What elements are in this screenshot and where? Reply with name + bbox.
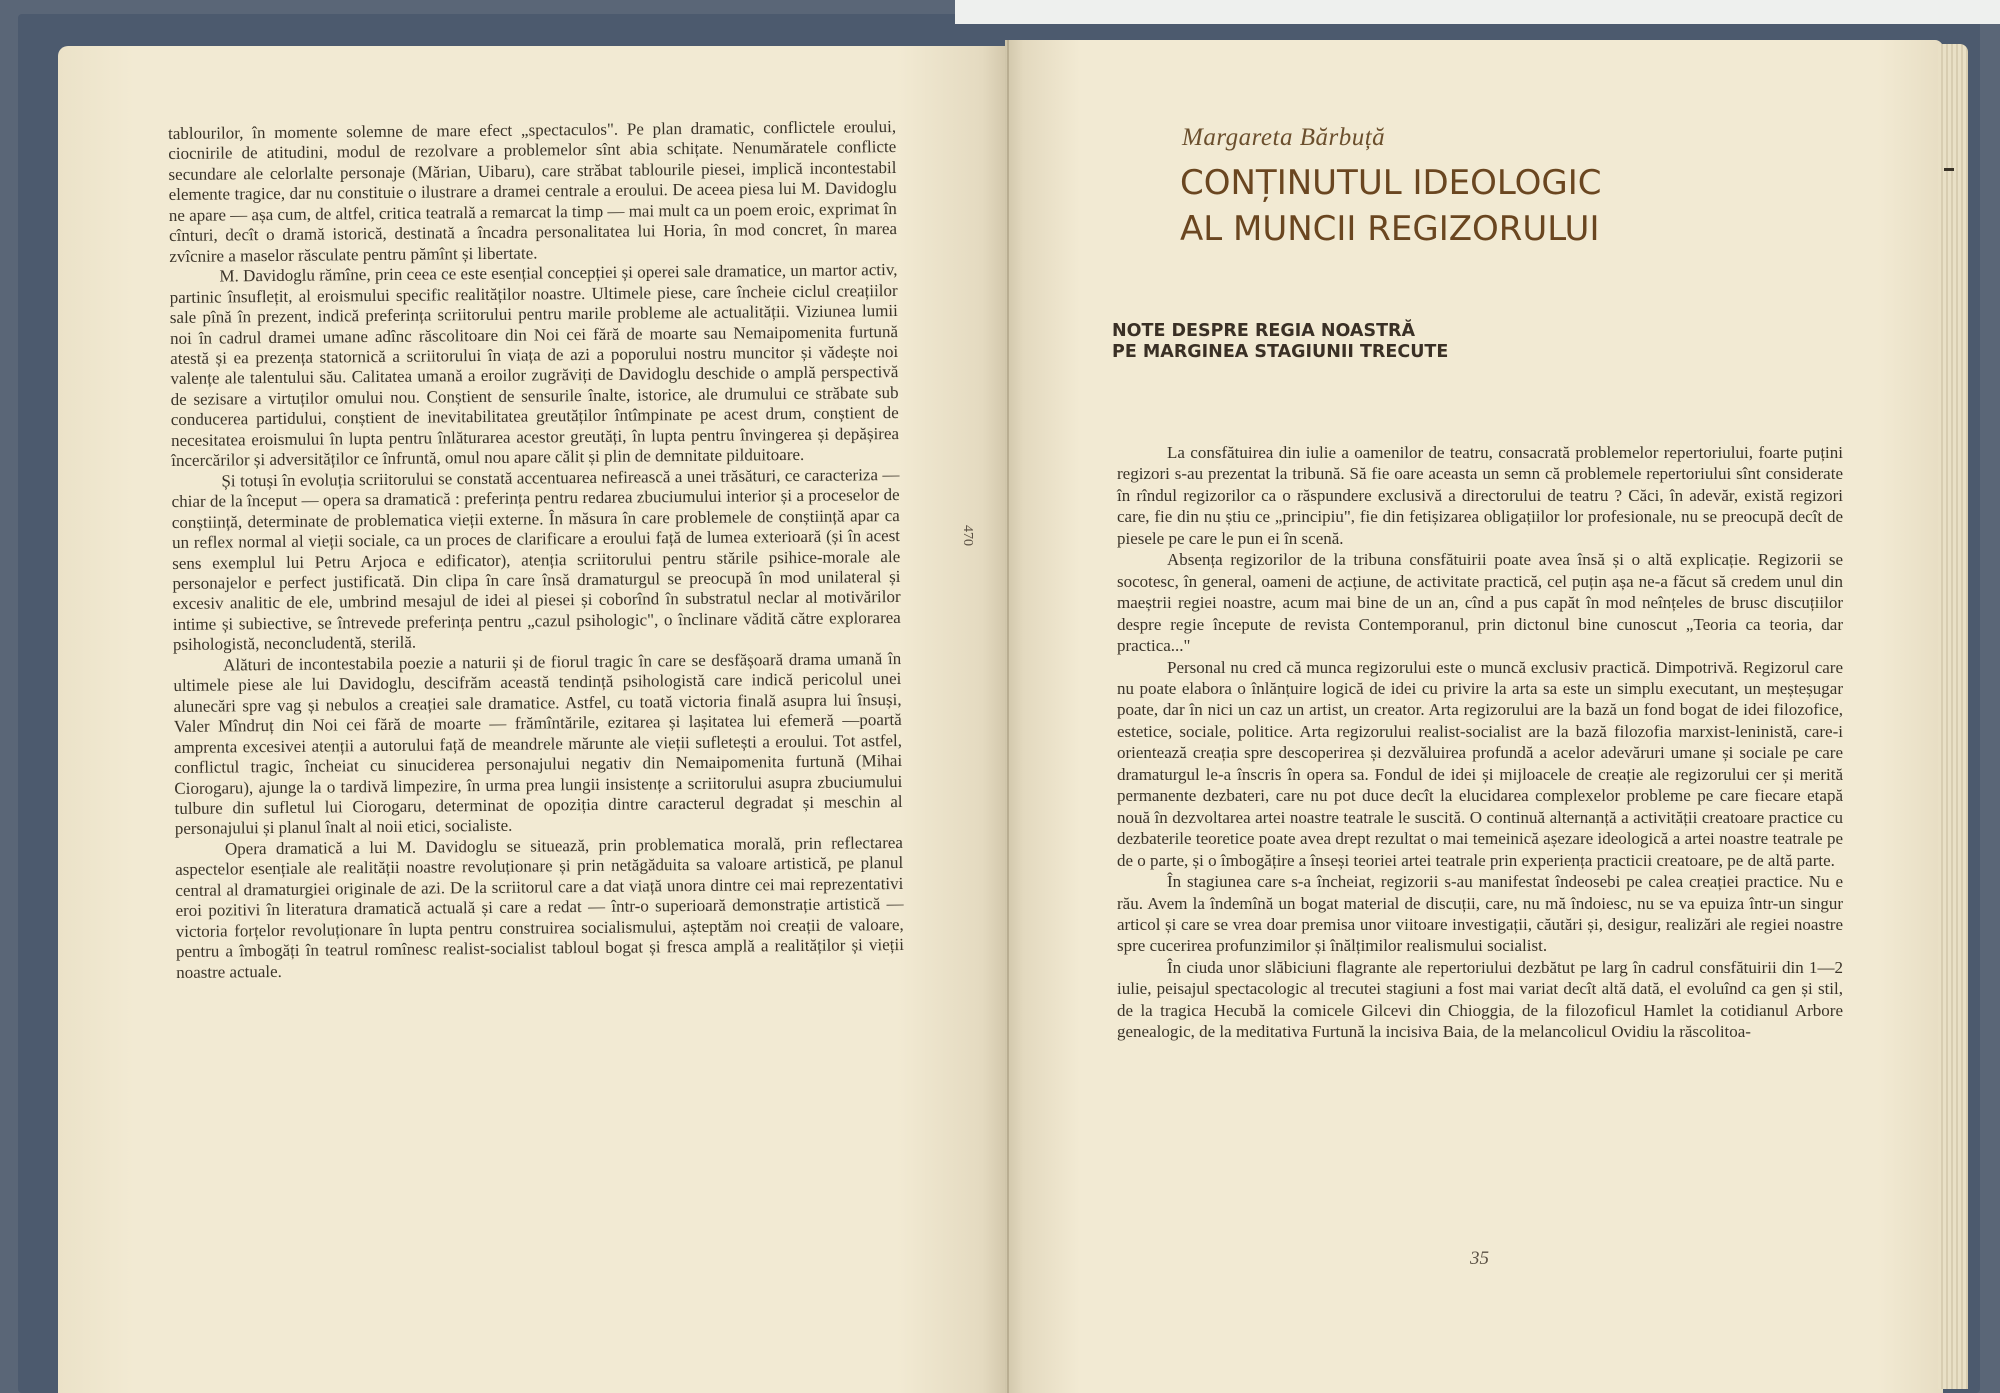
title-line-2: AL MUNCII REGIZORULUI	[1180, 209, 1600, 249]
page-edges	[1938, 44, 1968, 1389]
paragraph: tablourilor, în momente solemne de mare efect „spectaculos". Pe plan dramatic, conflictele eroului, ciocnirile de atitudini, modul de rezolvare a problemelor sînt abia schițate. Nenumăratele conflicte secundare ale celorlalte personaje (Mărian, Uibaru), care străbat tablourile piesei, implică incontestabil elemente tragice, dar nu constituie o ilustrare a dramei centrale a eroului. De aceea piesa lui M. Davidoglu ne apare — așa cum, de altfel, critica teatrală a remarcat la timp — mai mult ca un poem eroic, exprimat în cînturi, decît o dramă istorică, destinată a încadra personalitatea lui Horia, în mod concret, în marea zvîcnire a maselor răsculate pentru pămînt și libertate.	[168, 117, 898, 266]
paragraph: Opera dramatică a lui M. Davidoglu se situează, prin problematica morală, prin reflectarea aspectelor esențiale ale realității noastre revoluționare și prin netăgăduita sa valoare artistică, pe planul central al dramaturgiei originale de azi. De la scriitorul care a dat viață unora dintre cei mai reprezentativi eroi pozitivi în literatura dramatică actuală și care a redat — într-o superioară demonstrație artistică — victoria forțelor revoluționare în lupta pentru construirea socialismului, așteptăm noi creații de valoare, pentru a îmbogăți în teatrul romînesc realist-socialist tabloul bogat și fresca amplă a realităților și vieții noastre actuale.	[175, 832, 905, 982]
subtitle-line-2: PE MARGINEA STAGIUNII TRECUTE	[1112, 342, 1449, 362]
paragraph: M. Davidoglu rămîne, prin ceea ce este esențial concepției și operei sale dramatice, un martor activ, partinic însuflețit, al eroismului specific realităților noastre. Ultimele piese, care încheie ciclul creațiilor sale pînă în prezent, indică preferința scriitorului pentru marile probleme ale actualității. Viziunea lumii noi în cadrul dramei umane adînc răscolitoare din Noi cei fără de moarte sau Nemaipomenita furtună atestă și ea prezența statornică a scriitorului în viața de azi a poporului nostru muncitor și vădește noi valențe ale talentului său. Calitatea umană a eroilor zugrăviți de Davidoglu deschide o amplă perspectivă de sezisare a virtuților omului nou. Conștient de sensurile înalte, istorice, ale drumului ce străbate sub conducerea partidului, conștient de inevitabilitatea greutăților întîmpinate pe acest drum, conștient de necesitatea eroismului în lupta pentru înlăturarea acestor greutăți, în lupta pentru învingerea și depășirea încercărilor și adversităților ce înfruntă, omul nou apare călit și plin de demnitate pilduitoare.	[169, 260, 900, 471]
background-strip	[955, 0, 2000, 24]
paragraph: Personal nu cred că munca regizorului este o muncă exclusiv practică. Dimpotrivă. Regizorul care nu poate elabora o înlănțuire logică de idei cu privire la arta sa este un simplu executant, un meșteșugar poate, dar în nici un caz un artist, un creator. Arta regizorului are la bază un fond bogat de idei filozofice, estetice, sociale, politice. Arta regizorului realist-socialist are la bază filozofia marxist-leninistă, care-i orientează creația spre descoperirea și dezvăluirea profundă a acelor adevăruri umane și sociale pe care dramaturgul le-a înscris în opera sa. Fondul de idei și mijloacele de creație ale regizorului cer și merită permanente dezbateri, care nu pot duce decît la elucidarea complexelor probleme pe care fiecare etapă nouă în dezvoltarea artei noastre teatrale le suscită. O continuă alternanță a activității creatoare practice cu dezbaterile teoretice poate avea drept rezultat o mai temeinică așezare ideologică a artei noastre teatrale pe de o parte, și o îmbogățire a înseși teoriei artei teatrale prin experiența practicii creatoare, pe de altă parte.	[1117, 657, 1843, 870]
paragraph: La consfătuirea din iulie a oamenilor de teatru, consacrată problemelor repertoriului, foarte puțini regizori s-au prezentat la tribună. Să fie oare aceasta un semn că problemele repertoriului sînt considerate în rîndul regizorilor ca o răspundere exclusivă a directorului de teatru ? Căci, în adevăr, există regizori care, fie din nu știu ce „principiu", fie din fetișizarea obligațiilor lor profesionale, nu se preocupă decît de piesele pe care le pun ei în scenă.	[1117, 443, 1843, 548]
right-page-text	[1117, 442, 1843, 1043]
margin-mark	[1944, 168, 1954, 171]
paragraph: Și totuși în evoluția scriitorului se constată accentuarea nefirească a unei trăsături, ce caracteriza — chiar de la început — opera sa dramatică : preferința pentru redarea zbuciumului interior și a proceselor de conștiință, determinate de problematica vieții externe. În măsura în care problemele de conștiință apar ca un reflex normal al vieții sociale, ca un proces de clarificare a eroului față de lumea exterioară (și în acest sens exemplul lui Petru Arjoca e edificator), atenția scriitorului pentru stările psihice-morale ale personajelor e perfect justificată. Din clipa în care însă dramaturgul se preocupă în mod unilateral și excesiv analitic de ele, umbrind mesajul de idei al piesei și coborînd în substratul neclar al motivărilor intime și subiective, se întrevede preferința pentru „cazul psihologic", o înclinare vădită către explorarea psihologistă, neconcludentă, sterilă.	[171, 464, 901, 655]
page-number: 35	[1470, 1248, 1489, 1269]
subtitle-line-1: NOTE DESPRE REGIA NOASTRĂ	[1112, 321, 1416, 341]
left-page-text	[168, 117, 904, 983]
article-author: Margareta Bărbuță	[1182, 124, 1386, 151]
margin-number: 470	[960, 525, 975, 546]
paragraph: În stagiunea care s-a încheiat, regizorii s-au manifestat îndeosebi pe calea creației practice. Nu e rău. Avem la îndemînă un bogat material de discuții, care, nu mă îndoiesc, nu se va epuiza într-un singur articol și care se vrea doar premisa unor viitoare investigații, căutări și, desigur, realizări ale regiei noastre spre cucerirea profunzimilor și înălțimilor realismului socialist.	[1117, 872, 1843, 956]
book-gutter	[1007, 40, 1009, 1393]
paragraph: Absența regizorilor de la tribuna consfătuirii poate avea însă și o altă explicație. Regizorii se socotesc, în general, oameni de acțiune, de activitate practică, cel puțin așa ne-a făcut să credem unul din maeștrii regiei noastre, acum mai bine de un an, cînd a pus capăt în mod neînțeles de brusc discuțiilor despre regie începute de revista Contemporanul, prin dictonul bine cunoscut „Teoria ca teoria, dar practica..."	[1117, 550, 1843, 656]
paragraph: În ciuda unor slăbiciuni flagrante ale repertoriului dezbătut pe larg în cadrul consfătuirii din 1—2 iulie, peisajul spectacologic al trecutei stagiuni a fost mai variat decît altă dată, el evoluînd ca gen și stil, de la tragica Hecubă la comicele Gilcevi din Chioggia, de la filozoficul Hamlet la cotidianul Arbore genealogic, de la meditativa Furtună la incisiva Baia, de la melancolicul Ovidiu la răscolitoa-	[1117, 957, 1843, 1042]
title-line-1: CONȚINUTUL IDEOLOGIC	[1180, 163, 1602, 203]
article-subtitle	[1112, 321, 1448, 363]
article-title	[1180, 160, 1602, 252]
paragraph: Alături de incontestabila poezie a naturii și de fiorul tragic în care se desfășoară drama umană în ultimele piese ale lui Davidoglu, descifrăm această tendință psihologistă care indică pericolul unei alunecări spre vag și nebulos a creației sale dramatice. Astfel, cu toată victoria finală asupra lui însuși, Valer Mîndruț din Noi cei fără de moarte — frămîntările, ezitarea și lașitatea lui efemeră —poartă amprenta excesivei atenții a autorului față de meandrele mărunte ale vieții sufletești a eroului. Tot astfel, conflictul tragic, încheiat cu sinuciderea personajului negativ din Nemaipomenita furtună (Mihai Ciorogaru), ajunge la o tardivă limpezire, în urma prea lungii insistențe a scriitorului asupra zbuciumului tulbure din sufletul lui Ciorogaru, determinat de opoziția dintre caracterul degradat și meschin al personajului și planul înalt al noii etici, socialiste.	[173, 648, 903, 839]
